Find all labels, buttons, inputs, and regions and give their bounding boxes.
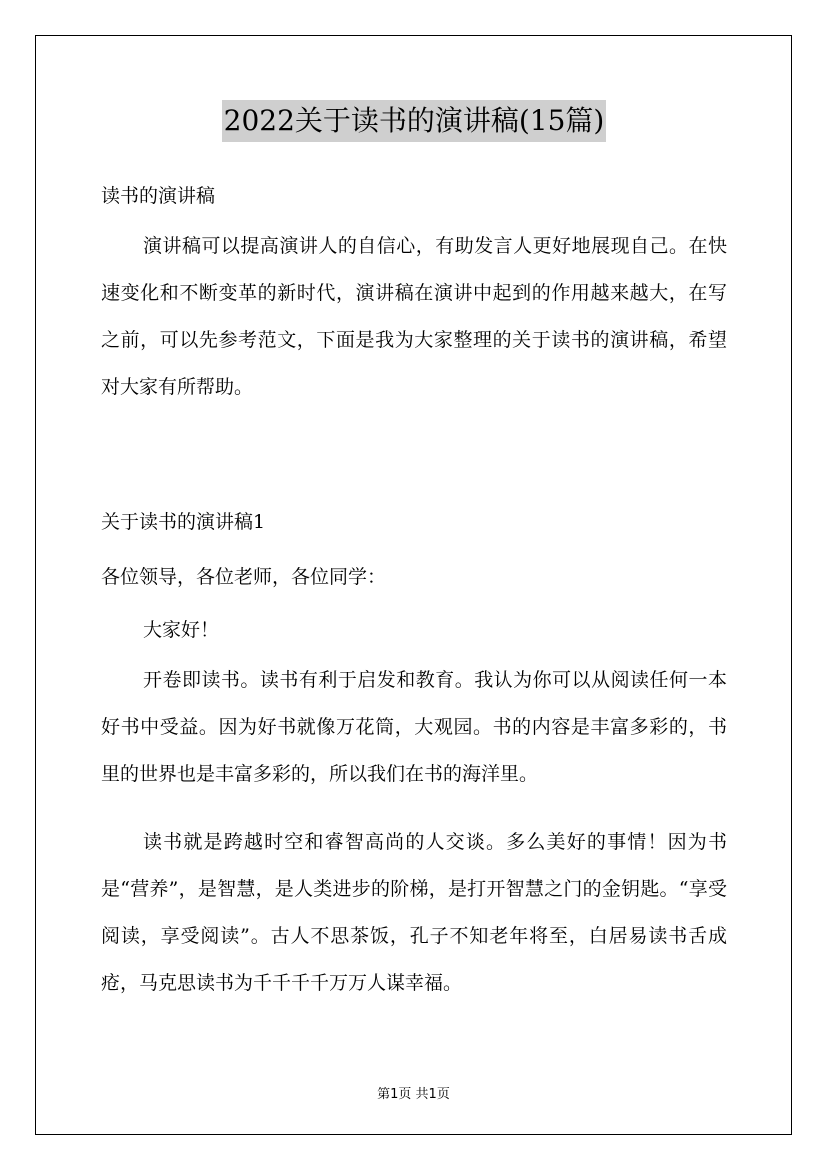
intro-paragraph: 演讲稿可以提高演讲人的自信心，有助发言人更好地展现自己。在快速变化和不断变革的新时代，演讲稿在演讲中起到的作用越来越大，在写之前，可以先参考范文，下面是我为大家整理的关于读书的演讲稿，希望对大家有所帮助。 <box>101 235 727 398</box>
speech-title: 关于读书的演讲稿1 <box>101 511 266 533</box>
body-paragraph-1: 开卷即读书。读书有利于启发和教育。我认为你可以从阅读任何一本好书中受益。因为好书就像万花筒，大观园。书的内容是丰富多彩的，书里的世界也是丰富多彩的，所以我们在书的海洋里。 <box>101 669 727 785</box>
greeting: 大家好！ <box>143 619 220 641</box>
salutation: 各位领导，各位老师，各位同学： <box>101 566 387 588</box>
body-paragraph-2: 读书就是跨越时空和睿智高尚的人交谈。多么美好的事情！因为书是“营养”，是智慧，是人类进步的阶梯，是打开智慧之门的金钥匙。“享受阅读，享受阅读”。古人不思茶饭，孔子不知老年将至，白居易读书舌成疮，马克思读书为千千千千万万人谋幸福。 <box>101 831 727 994</box>
title-container <box>101 100 727 142</box>
document-title: 2022关于读书的演讲稿(15篇) <box>222 100 607 142</box>
section-heading: 读书的演讲稿 <box>101 185 216 207</box>
page-number-footer: 第1页 共1页 <box>377 1087 450 1102</box>
